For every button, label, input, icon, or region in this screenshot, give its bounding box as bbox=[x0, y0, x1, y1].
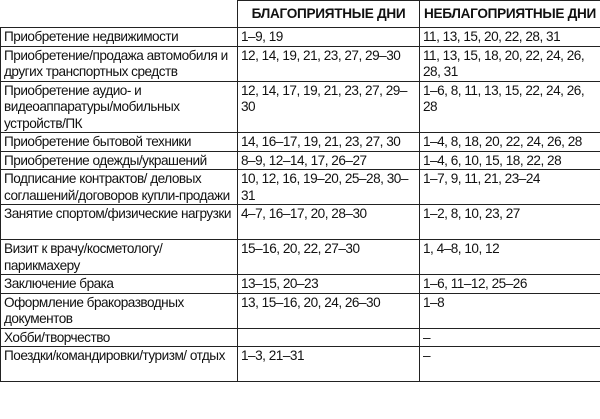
favorable-cell: 12, 14, 19, 21, 23, 27, 29–30 bbox=[238, 46, 420, 81]
activity-cell: Хобби/творчество bbox=[1, 328, 238, 347]
table-row bbox=[1, 328, 600, 347]
favorable-cell: 13, 15–16, 20, 24, 26–30 bbox=[238, 293, 420, 328]
table-row bbox=[1, 347, 600, 382]
activity-cell: Приобретение аудио- и видеоаппаратуры/мобильных устройств/ПК bbox=[1, 81, 238, 133]
table-row bbox=[1, 46, 600, 81]
header-blank-cell bbox=[1, 1, 238, 28]
unfavorable-cell: 1–7, 9, 11, 21, 23–24 bbox=[420, 170, 600, 205]
table-row bbox=[1, 293, 600, 328]
activity-cell: Оформление бракоразводных документов bbox=[1, 293, 238, 328]
activity-cell: Приобретение/продажа автомобиля и других транспортных средств bbox=[1, 46, 238, 81]
favorable-cell: 8–9, 12–14, 17, 26–27 bbox=[238, 151, 420, 170]
favorable-cell: 10, 12, 16, 19–20, 25–28, 30–31 bbox=[238, 170, 420, 205]
unfavorable-cell: 1–4, 8, 18, 20, 22, 24, 26, 28 bbox=[420, 133, 600, 152]
unfavorable-cell: 1–4, 6, 10, 15, 18, 22, 28 bbox=[420, 151, 600, 170]
favorable-cell: 14, 16–17, 19, 21, 23, 27, 30 bbox=[238, 133, 420, 152]
table-row bbox=[1, 275, 600, 294]
unfavorable-cell: – bbox=[420, 347, 600, 382]
unfavorable-cell: – bbox=[420, 328, 600, 347]
table-row bbox=[1, 133, 600, 152]
header-favorable: БЛАГОПРИЯТНЫЕ ДНИ bbox=[238, 1, 420, 28]
activity-cell: Приобретение бытовой техники bbox=[1, 133, 238, 152]
unfavorable-cell: 1–6, 8, 11, 13, 15, 22, 24, 26, 28 bbox=[420, 81, 600, 133]
table-row bbox=[1, 240, 600, 275]
unfavorable-cell: 11, 13, 15, 20, 22, 28, 31 bbox=[420, 28, 600, 47]
favorable-cell: 4–7, 16–17, 20, 28–30 bbox=[238, 205, 420, 240]
activity-cell: Поездки/командировки/туризм/ отдых bbox=[1, 347, 238, 382]
activity-cell: Приобретение одежды/украшений bbox=[1, 151, 238, 170]
table-row bbox=[1, 28, 600, 47]
activity-cell: Приобретение недвижимости bbox=[1, 28, 238, 47]
favorable-cell: 1–3, 21–31 bbox=[238, 347, 420, 382]
activity-cell: Визит к врачу/косметологу/ парикмахеру bbox=[1, 240, 238, 275]
header-unfavorable: НЕБЛАГОПРИЯТНЫЕ ДНИ bbox=[420, 1, 600, 28]
table-row bbox=[1, 205, 600, 240]
unfavorable-cell: 1–2, 8, 10, 23, 27 bbox=[420, 205, 600, 240]
unfavorable-cell: 1–8 bbox=[420, 293, 600, 328]
header-row bbox=[1, 1, 600, 28]
activity-cell: Занятие спортом/физические нагрузки bbox=[1, 205, 238, 240]
unfavorable-cell: 1–6, 11–12, 25–26 bbox=[420, 275, 600, 294]
table-row bbox=[1, 151, 600, 170]
favorable-cell: 1–9, 19 bbox=[238, 28, 420, 47]
favorable-cell: 12, 14, 17, 19, 21, 23, 27, 29–30 bbox=[238, 81, 420, 133]
activity-cell: Заключение брака bbox=[1, 275, 238, 294]
activity-cell: Подписание контрактов/ деловых соглашений/договоров купли-продажи bbox=[1, 170, 238, 205]
table-row bbox=[1, 81, 600, 133]
unfavorable-cell: 11, 13, 15, 18, 20, 22, 24, 26, 28, 31 bbox=[420, 46, 600, 81]
favorable-cell: 13–15, 20–23 bbox=[238, 275, 420, 294]
unfavorable-cell: 1, 4–8, 10, 12 bbox=[420, 240, 600, 275]
favorable-cell: 15–16, 20, 22, 27–30 bbox=[238, 240, 420, 275]
table-row bbox=[1, 170, 600, 205]
favorable-cell bbox=[238, 328, 420, 347]
